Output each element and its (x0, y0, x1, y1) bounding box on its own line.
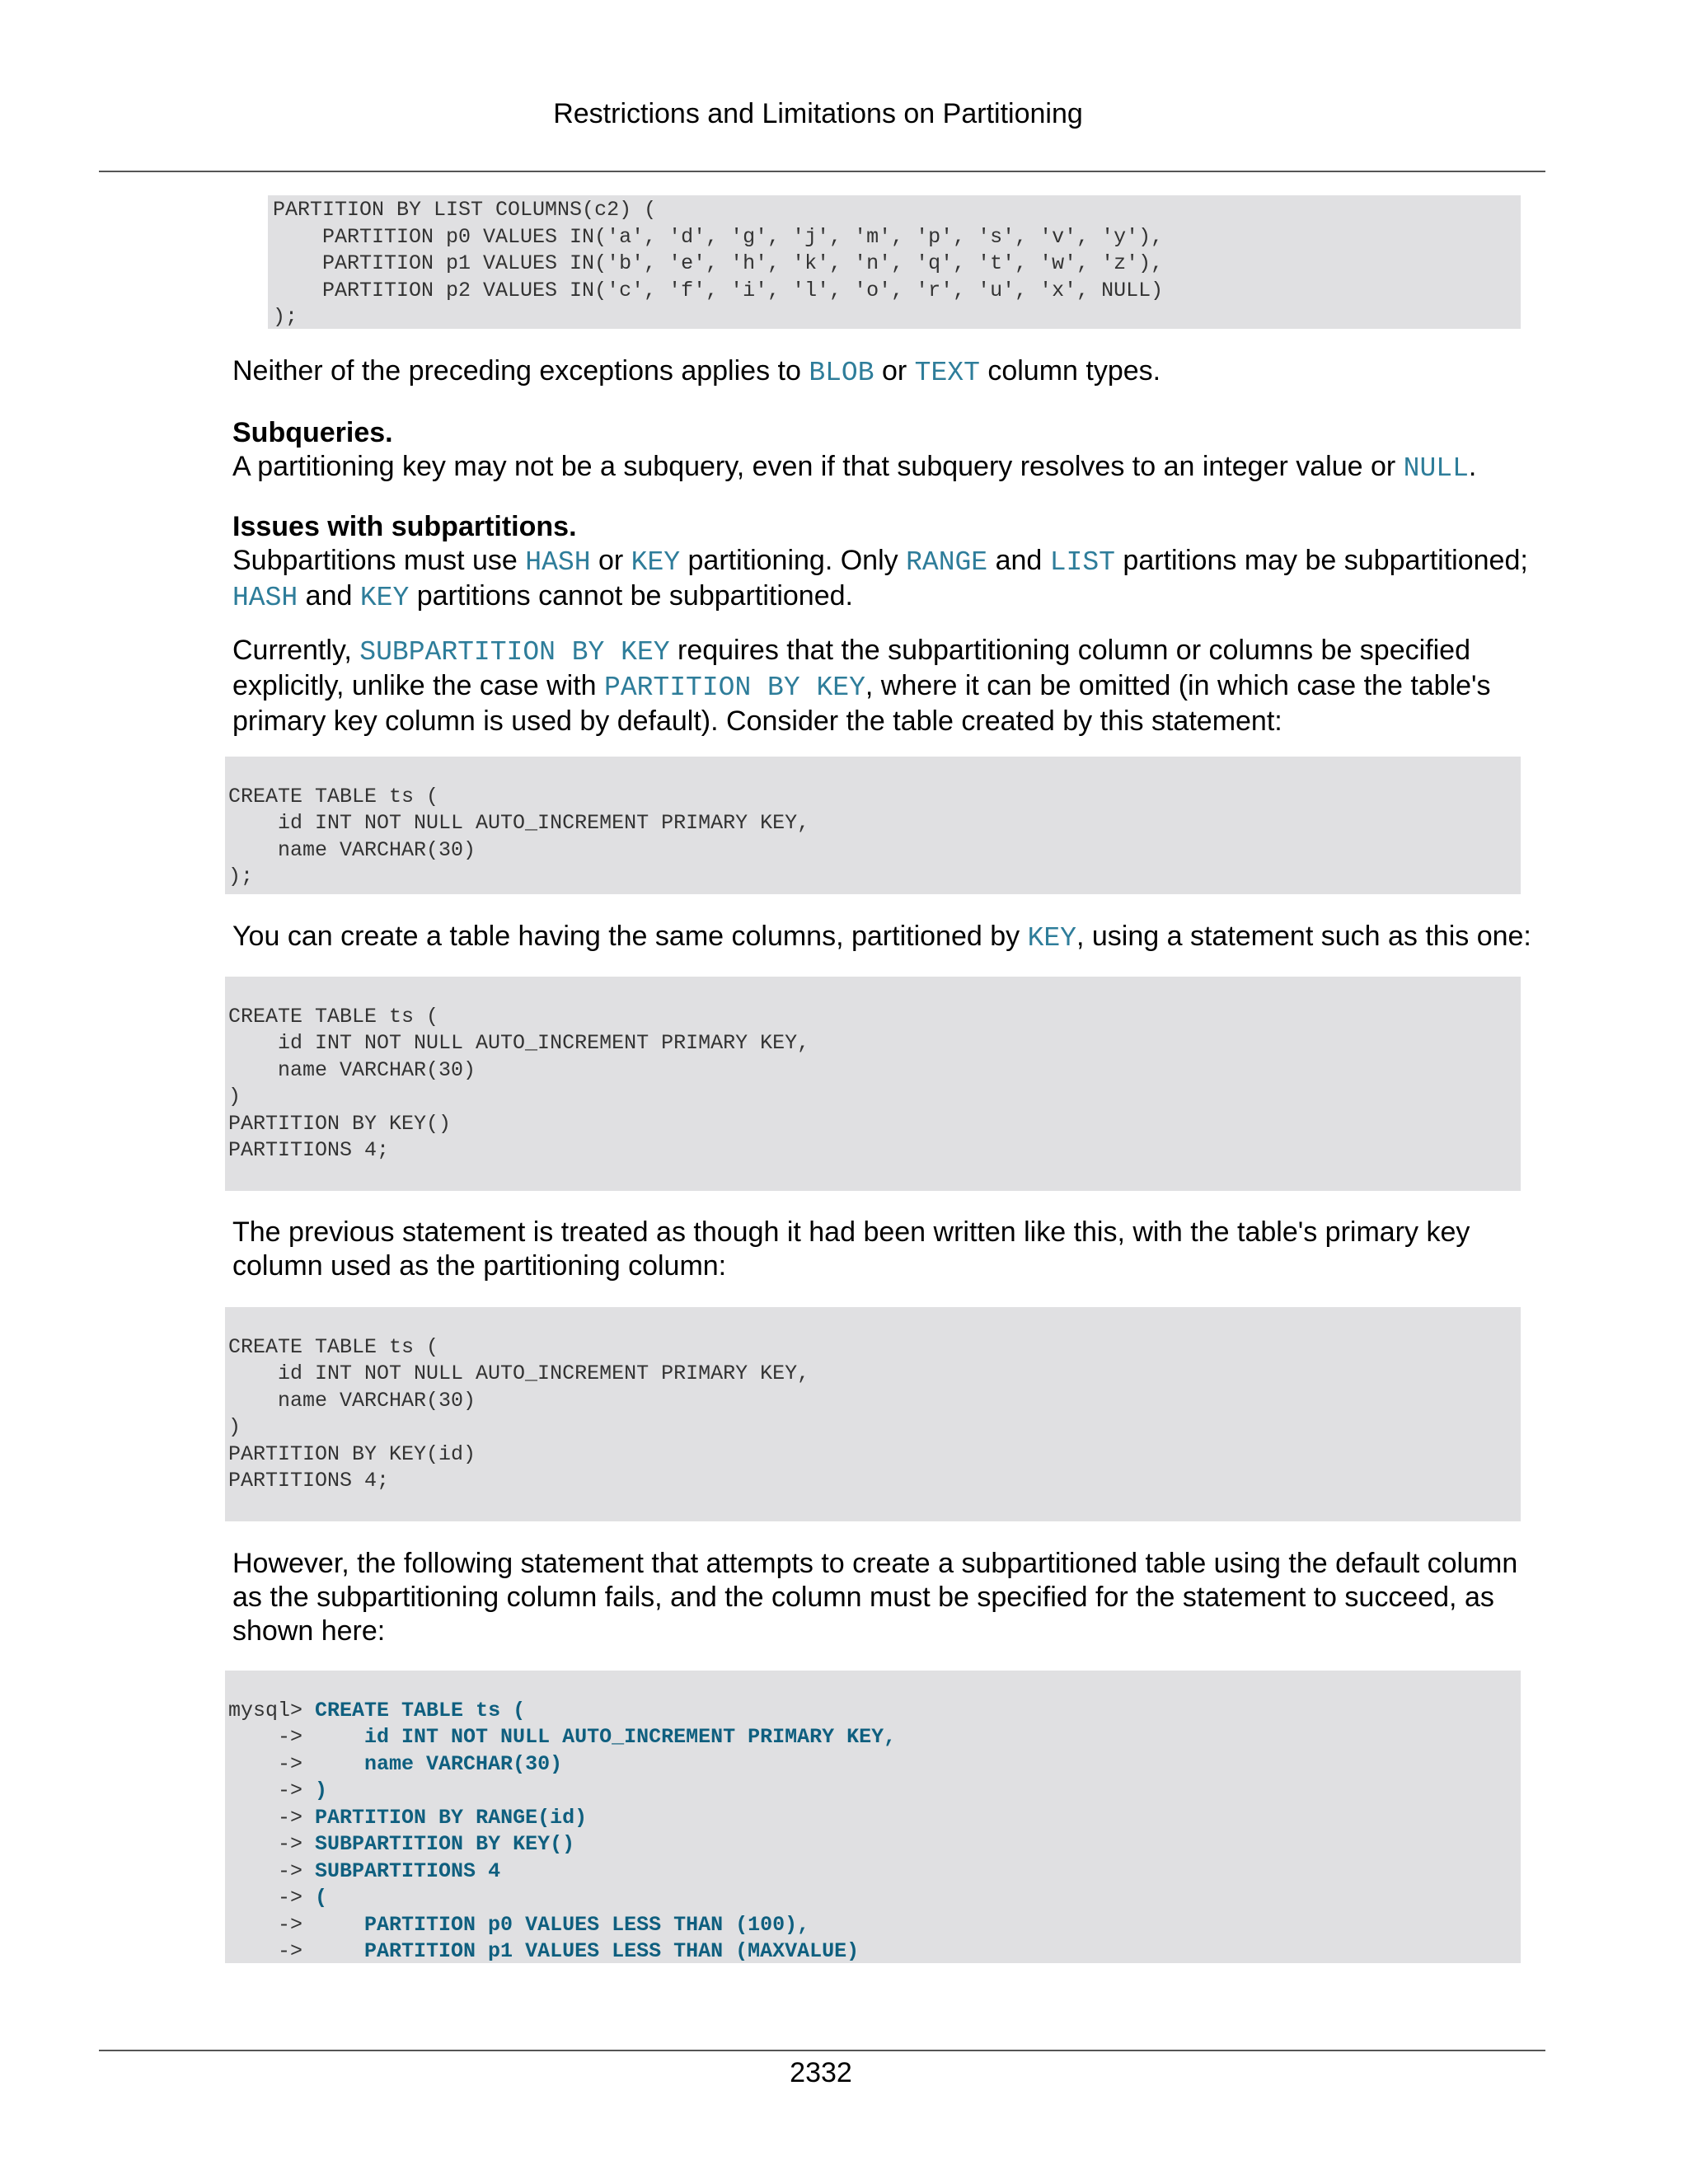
code-line (228, 1671, 1517, 1698)
paragraph-subpartitions: Issues with subpartitions. Subpartitions must use HASH or KEY partitioning. Only RANGE and LIST partitions may be subpartitioned; HASH and KEY partitions cannot be subpartitioned. (232, 510, 1551, 615)
code-line: ); (273, 305, 298, 329)
code-line: id INT NOT NULL AUTO_INCREMENT PRIMARY KEY, (228, 1361, 810, 1385)
code-line: PARTITIONS 4; (228, 1469, 390, 1493)
inline-code: PARTITION BY KEY (604, 673, 865, 703)
code-line: PARTITION p0 VALUES IN('a', 'd', 'g', 'j', 'm', 'p', 's', 'v', 'y'), (273, 224, 1164, 249)
inline-code: KEY (631, 547, 681, 578)
code-block-partition-key-empty (225, 977, 1521, 1191)
code-line (228, 977, 1517, 1004)
paragraph-previous: The previous statement is treated as though it had been written like this, with the table's primary key column used as the partitioning column: (232, 1216, 1470, 1282)
paragraph-currently: Currently, SUBPARTITION BY KEY requires that the subpartitioning column or columns be specified explicitly, unlike the case with PARTITION BY KEY, where it can be omitted (in which case the table's primary key column is used by default). Consider the table created by this statement: (232, 635, 1491, 737)
paragraph-exceptions: Neither of the preceding exceptions applies to BLOB or TEXT column types. (232, 355, 1161, 388)
code-line (228, 757, 1517, 784)
code-block-list-columns (268, 195, 1521, 329)
code-line: PARTITIONS 4; (228, 1138, 390, 1162)
code-line: id INT NOT NULL AUTO_INCREMENT PRIMARY KEY, (228, 811, 810, 835)
code-line: -> id INT NOT NULL AUTO_INCREMENT PRIMARY KEY, (228, 1725, 897, 1749)
code-line: CREATE TABLE ts ( (228, 784, 439, 808)
paragraph-however: However, the following statement that attempts to create a subpartitioned table using the default column as the subpartitioning column fails, and the column must be specified for the statement to succeed, as shown here: (232, 1548, 1518, 1647)
code-line: -> PARTITION p0 VALUES LESS THAN (100), (228, 1912, 810, 1937)
inline-code: SUBPARTITION BY KEY (359, 637, 670, 668)
code-line: id INT NOT NULL AUTO_INCREMENT PRIMARY KEY, (228, 1031, 810, 1055)
page-number: 2332 (790, 2057, 852, 2088)
code-line: ); (228, 865, 254, 888)
code-block-mysql-session (225, 1671, 1521, 1963)
code-line: -> ( (228, 1886, 328, 1910)
code-line: PARTITION BY KEY() (228, 1111, 452, 1136)
inline-code: RANGE (906, 547, 988, 578)
paragraph-subqueries: Subqueries. A partitioning key may not be a subquery, even if that subquery resolves to an integer value or NULL. (232, 416, 1551, 485)
inline-code: NULL (1403, 453, 1469, 484)
inline-code: LIST (1049, 547, 1115, 578)
code-block-create-ts (225, 757, 1521, 894)
footer-rule (99, 2050, 1545, 2051)
inline-code: TEXT (914, 358, 980, 388)
code-line: name VARCHAR(30) (228, 837, 476, 862)
section-heading: Issues with subpartitions. (232, 511, 577, 542)
code-line: -> ) (228, 1779, 328, 1802)
code-line: name VARCHAR(30) (228, 1388, 476, 1413)
code-block-partition-key-id (225, 1307, 1521, 1521)
inline-code: BLOB (809, 358, 874, 388)
inline-code: KEY (359, 583, 410, 613)
code-line: ) (228, 1415, 241, 1439)
code-line: -> name VARCHAR(30) (228, 1751, 563, 1776)
section-heading: Subqueries. (232, 417, 393, 448)
paragraph-same-columns: You can create a table having the same columns, partitioned by KEY, using a statement such as this one: (232, 921, 1531, 954)
code-line: PARTITION p1 VALUES IN('b', 'e', 'h', 'k', 'n', 'q', 't', 'w', 'z'), (273, 251, 1164, 275)
code-line: PARTITION BY KEY(id) (228, 1441, 476, 1466)
inline-code: HASH (232, 583, 298, 613)
code-line: CREATE TABLE ts ( (228, 1004, 439, 1029)
code-line: CREATE TABLE ts ( (228, 1334, 439, 1359)
code-line: -> PARTITION p1 VALUES LESS THAN (MAXVALUE) (228, 1939, 860, 1963)
code-line: PARTITION p2 VALUES IN('c', 'f', 'i', 'l', 'o', 'r', 'u', 'x', NULL) (273, 278, 1164, 302)
code-line: mysql> CREATE TABLE ts ( (228, 1698, 526, 1722)
inline-code: KEY (1027, 923, 1076, 954)
code-line: -> SUBPARTITIONS 4 (228, 1858, 501, 1883)
code-line: ) (228, 1085, 241, 1108)
code-line: -> SUBPARTITION BY KEY() (228, 1832, 575, 1856)
page-header: Restrictions and Limitations on Partitioning (553, 98, 1083, 129)
code-line (228, 1307, 1517, 1334)
code-line: name VARCHAR(30) (228, 1057, 476, 1082)
code-line: -> PARTITION BY RANGE(id) (228, 1805, 588, 1830)
code-line: PARTITION BY LIST COLUMNS(c2) ( (273, 198, 657, 222)
inline-code: HASH (525, 547, 591, 578)
